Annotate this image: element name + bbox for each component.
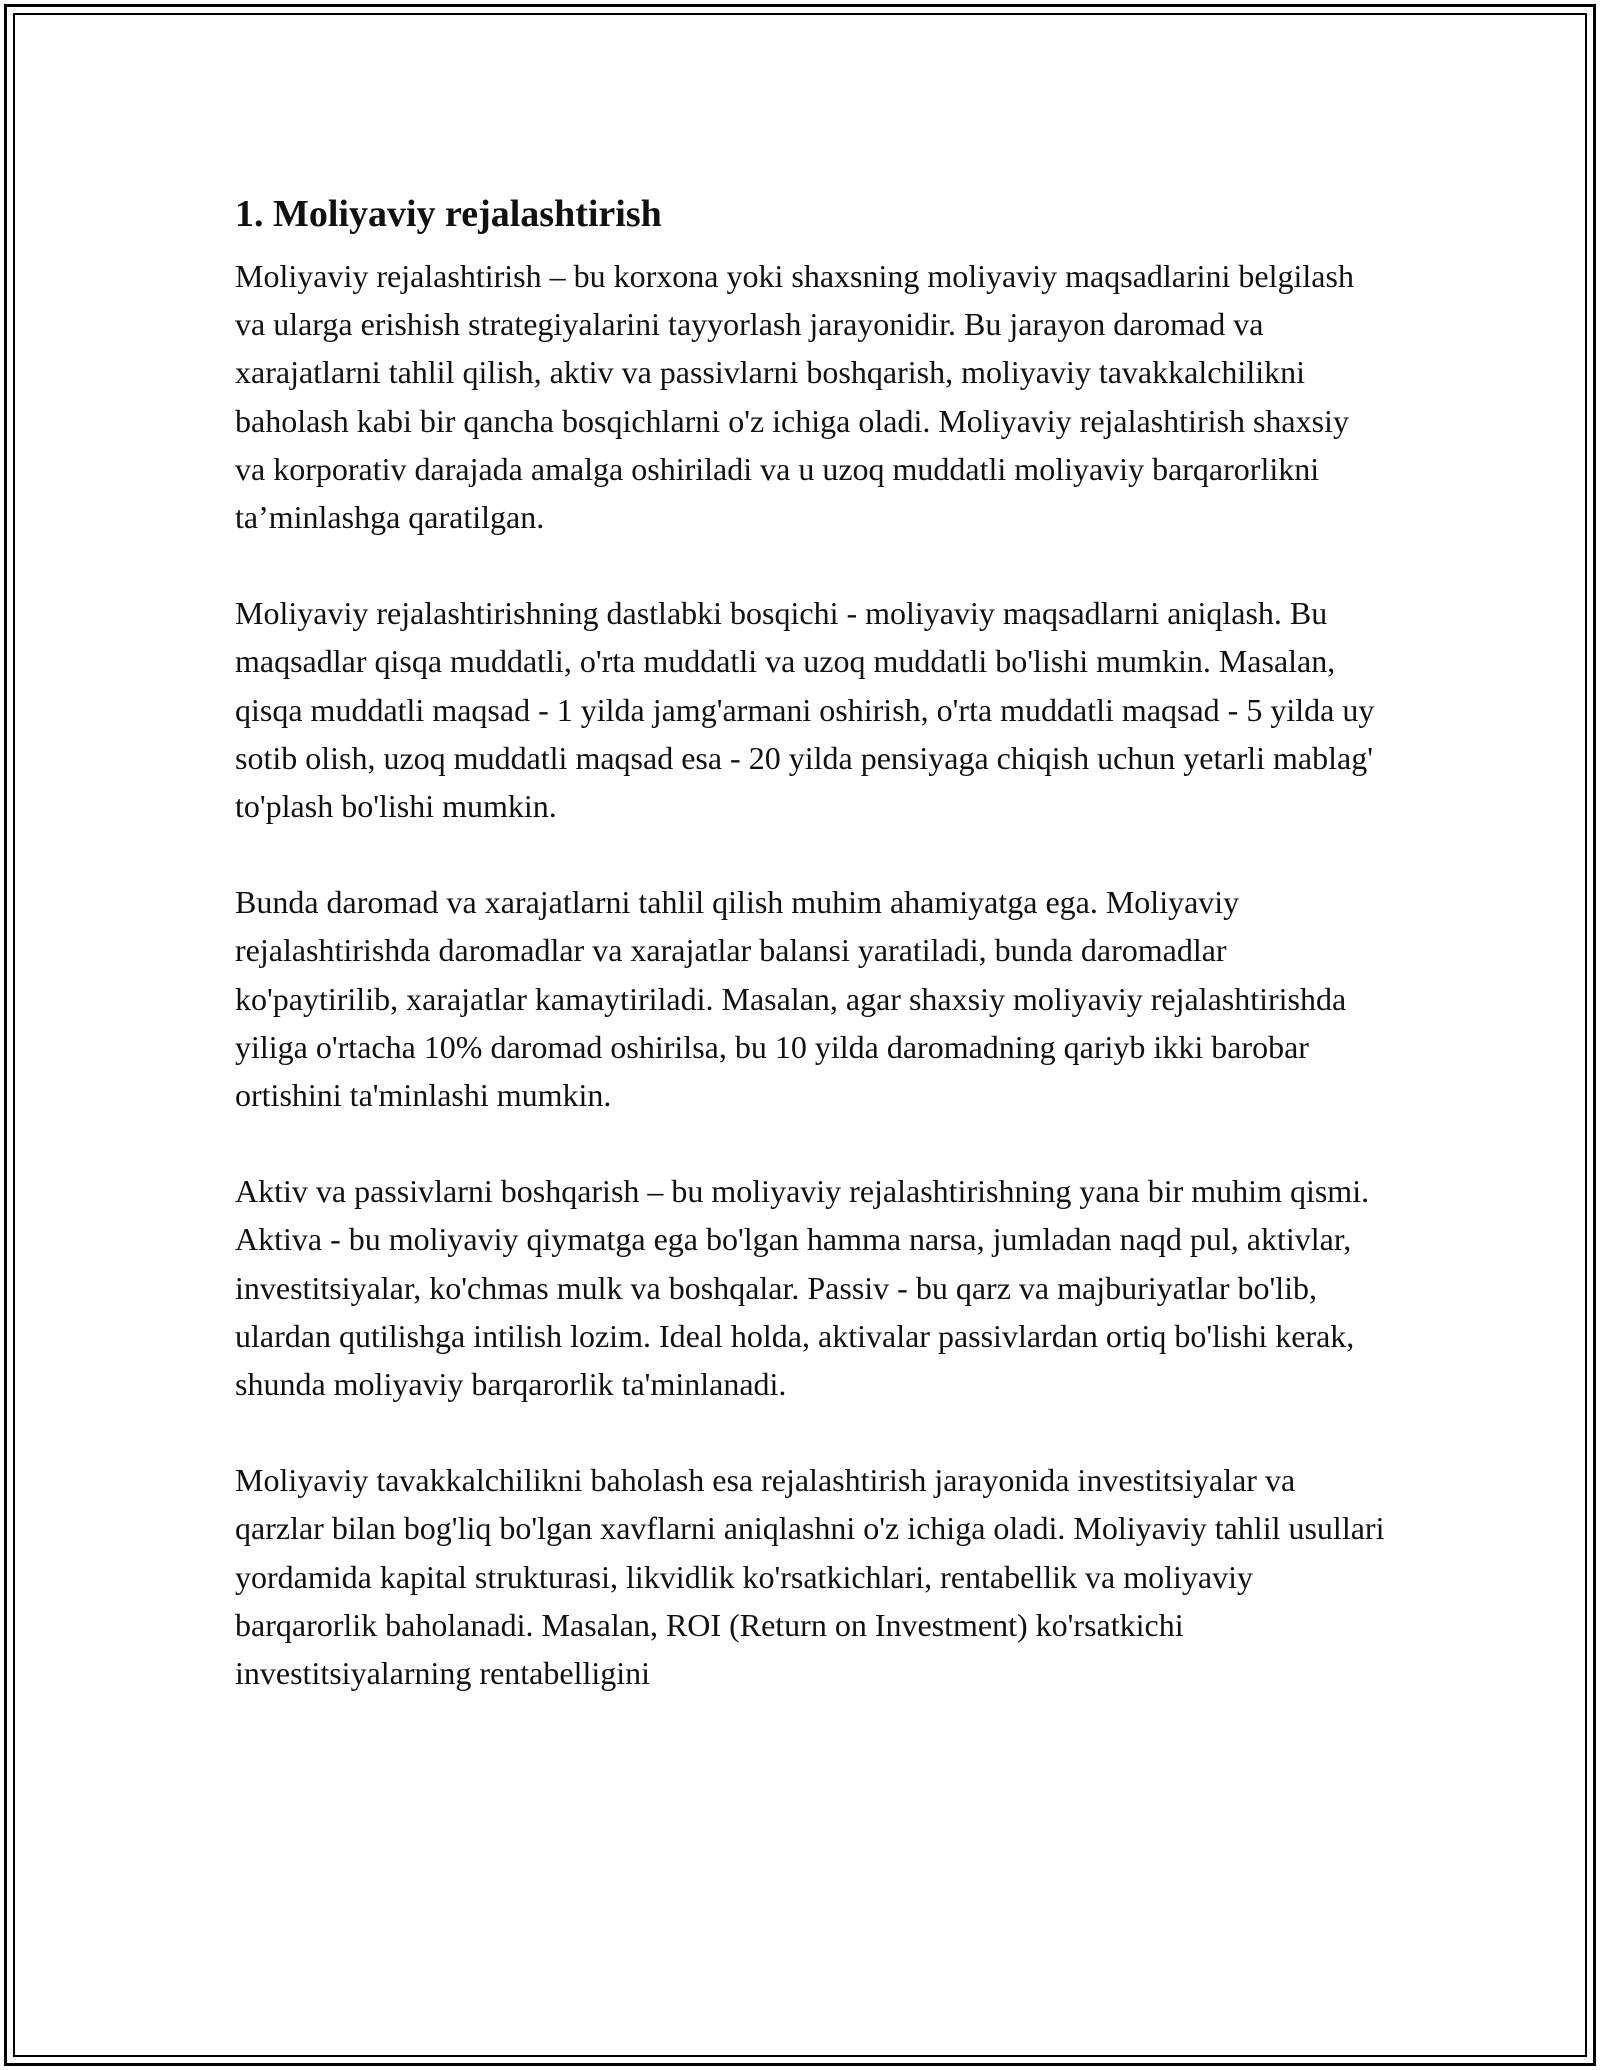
paragraph-intro: Moliyaviy rejalashtirish – bu korxona yoki shaxsning moliyaviy maqsadlarini belgilash va ularga erishish strategiyalarini tayyorlash jarayonidir. Bu jarayon daromad va xarajatlarni tahlil qilish, aktiv va passivlarni boshqarish, moliyaviy tavakkalchilikni baholash kabi bir qancha bosqichlarni o'z ichiga oladi. Moliyaviy rejalashtirish shaxsiy va korporativ darajada amalga oshiriladi va u uzoq muddatli moliyaviy barqarorlikni ta’minlashga qaratilgan. bbox=[235, 258, 1354, 536]
paragraph-goals: Moliyaviy rejalashtirishning dastlabki bosqichi - moliyaviy maqsadlarni aniqlash. Bu maqsadlar qisqa muddatli, o'rta muddatli va uzoq muddatli bo'lishi mumkin. Masalan, qisqa muddatli maqsad - 1 yilda jamg'armani oshirish, o'rta muddatli maqsad - 5 yilda uy sotib olish, uzoq muddatli maqsad esa - 20 yilda pensiyaga chiqish uchun yetarli mablag' to'plash bo'lishi mumkin. bbox=[235, 595, 1375, 825]
paragraph-assets-liabilities: Aktiv va passivlarni boshqarish – bu moliyaviy rejalashtirishning yana bir muhim qismi. Aktiva - bu moliyaviy qiymatga ega bo'lgan hamma narsa, jumladan naqd pul, aktivlar, investitsiyalar, ko'chmas mulk va boshqalar. Passiv - bu qarz va majburiyatlar bo'lib, ulardan qutilishga intilish lozim. Ideal holda, aktivalar passivlardan ortiq bo'lishi kerak, shunda moliyaviy barqarorlik ta'minlanadi. bbox=[235, 1173, 1370, 1403]
paragraph-income-expenses: Bunda daromad va xarajatlarni tahlil qilish muhim ahamiyatga ega. Moliyaviy rejalashtirishda daromadlar va xarajatlar balansi yaratiladi, bunda daromadlar ko'paytirilib, xarajatlar kamaytiriladi. Masalan, agar shaxsiy moliyaviy rejalashtirishda yiliga o'rtacha 10% daromad oshirilsa, bu 10 yilda daromadning qariyb ikki barobar ortishini ta'minlashi mumkin. bbox=[235, 884, 1347, 1114]
section-heading: 1. Moliyaviy rejalashtirish bbox=[235, 193, 662, 235]
document-body bbox=[235, 186, 1385, 1697]
paragraph-risk-assessment: Moliyaviy tavakkalchilikni baholash esa rejalashtirish jarayonida investitsiyalar va qarzlar bilan bog'liq bo'lgan xavflarni aniqlashni o'z ichiga oladi. Moliyaviy tahlil usullari yordamida kapital strukturasi, likvidlik ko'rsatkichlari, rentabellik va moliyaviy barqarorlik baholanadi. Masalan, ROI (Return on Investment) ko'rsatkichi investitsiyalarning rentabelligini bbox=[235, 1462, 1385, 1692]
